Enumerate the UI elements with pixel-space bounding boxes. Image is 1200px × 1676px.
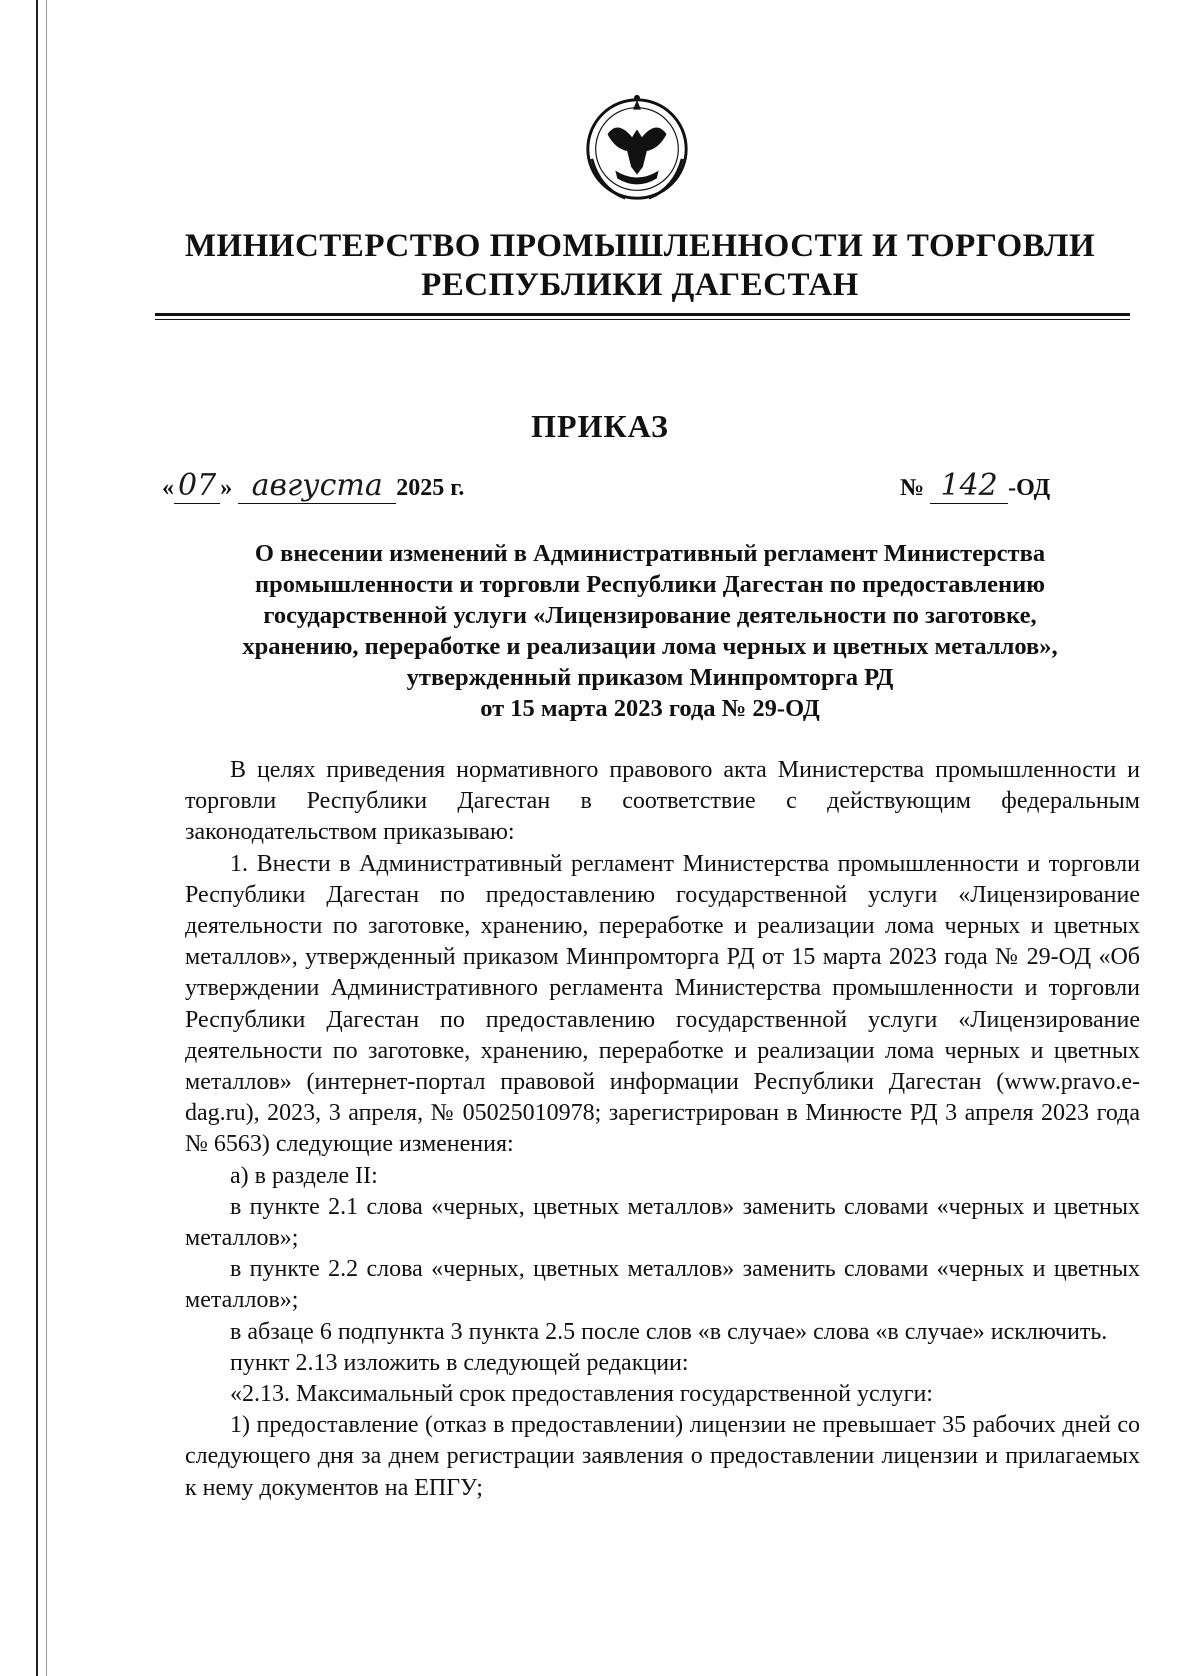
heading-line: хранению, переработке и реализации лома черных и цветных металлов», xyxy=(242,633,1058,660)
body-paragraph-2-5: в абзаце 6 подпункта 3 пункта 2.5 после слов «в случае» слова «в случае» исключить. xyxy=(230,1318,1108,1345)
order-heading xyxy=(150,538,1150,724)
date-open-quote: « xyxy=(162,475,174,501)
number-value: 142 xyxy=(930,468,1008,504)
scan-edge-line xyxy=(36,0,38,1676)
heading-line: утвержденный приказом Минпромторга РД xyxy=(406,664,894,691)
document-type-title: ПРИКАЗ xyxy=(531,408,669,444)
ministry-name-line1: МИНИСТЕРСТВО ПРОМЫШЛЕННОСТИ И ТОРГОВЛИ xyxy=(184,228,1096,264)
body-paragraph-2-1: в пункте 2.1 слова «черных, цветных металлов» заменить словами «черных и цветных металлов»; xyxy=(185,1193,1140,1252)
number-suffix: -ОД xyxy=(1008,475,1051,501)
body-paragraph-2-13-1: 1) предоставление (отказ в предоставлении) лицензии не превышает 35 рабочих дней со следующего дня за днем регистрации заявления о предоставлении лицензии и прилагаемых к нему документов на ЕПГУ; xyxy=(185,1412,1140,1501)
body-paragraph-item1: 1. Внести в Административный регламент Министерства промышленности и торговли Республики Дагестан по предоставлению государственной услуги «Лицензирование деятельности по заготовке, хранению, переработке и реализации лома черных и цветных металлов», утвержденный приказом Минпромторга РД от 15 марта 2023 года № 29-ОД «Об утверждении Административного регламента Министерства промышленности и торговли Республики Дагестан по предоставлению государственной услуги «Лицензирование деятельности по заготовке, хранению, переработке и реализации лома черных и цветных металлов» (интернет-портал правовой информации Республики Дагестан (www.pravo.e-dag.ru), 2023, 3 апреля, № 05025010978; зарегистрирован в Минюсте РД 3 апреля 2023 года № 6563) следующие изменения: xyxy=(185,850,1140,1158)
header-rule-thick xyxy=(155,313,1130,316)
scan-edge-line-secondary xyxy=(46,0,47,1676)
heading-line: от 15 марта 2023 года № 29-ОД xyxy=(480,695,820,722)
date-day: 07 xyxy=(174,468,220,504)
order-number xyxy=(900,468,1050,504)
body-paragraph-section2: а) в разделе II: xyxy=(230,1162,378,1189)
header-rule-thin xyxy=(155,319,1130,320)
order-body xyxy=(185,755,1140,1504)
body-paragraph-2-13: «2.13. Максимальный срок предоставления государственной услуги: xyxy=(230,1381,933,1408)
body-paragraph-2-13-intro: пункт 2.13 изложить в следующей редакции: xyxy=(230,1349,689,1376)
date-month: августа xyxy=(238,468,396,504)
date-close-quote: » xyxy=(220,475,233,501)
body-paragraph-preamble: В целях приведения нормативного правового акта Министерства промышленности и торговли Республики Дагестан в соответствие с действующим федеральным законодательством приказываю: xyxy=(185,757,1140,846)
heading-line: О внесении изменений в Административный регламент Министерства xyxy=(254,540,1046,567)
heading-line: промышленности и торговли Республики Дагестан по предоставлению xyxy=(255,571,1045,598)
body-paragraph-2-2: в пункте 2.2 слова «черных, цветных металлов» заменить словами «черных и цветных металлов»; xyxy=(185,1256,1140,1314)
heading-line: государственной услуги «Лицензирование деятельности по заготовке, xyxy=(263,602,1037,629)
order-date xyxy=(162,468,464,504)
date-year: 2025 г. xyxy=(396,475,465,501)
number-prefix: № xyxy=(900,475,925,501)
dagestan-coat-of-arms-icon xyxy=(578,90,696,208)
ministry-name-line2: РЕСПУБЛИКИ ДАГЕСТАН xyxy=(421,267,859,303)
